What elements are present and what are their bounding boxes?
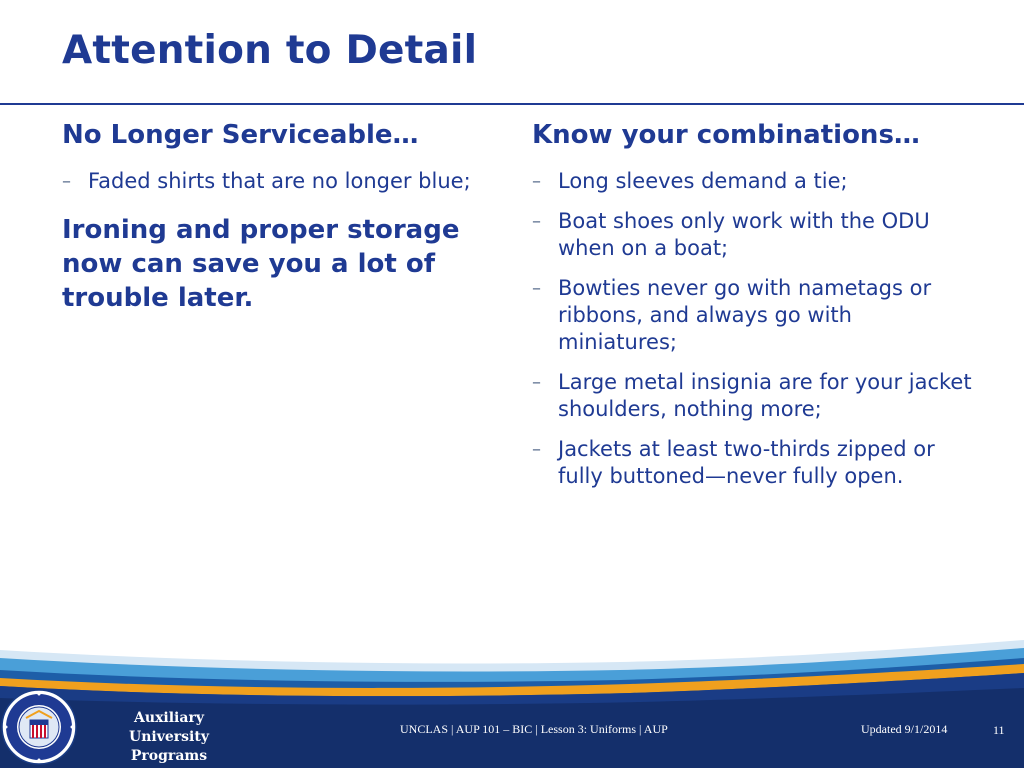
right-column (532, 118, 972, 503)
dash-bullet-icon: – (532, 372, 541, 393)
university-programs-seal-icon (0, 688, 78, 766)
organization-name (96, 709, 242, 766)
bullet-text: Faded shirts that are no longer blue; (88, 169, 471, 193)
classification-text: UNCLAS | AUP 101 – BIC | Lesson 3: Uniforms | AUP (400, 722, 668, 736)
dash-bullet-icon: – (532, 171, 541, 192)
dash-bullet-icon: – (532, 439, 541, 460)
left-bullet-list (62, 168, 487, 195)
left-column (62, 118, 487, 315)
right-bullet-list (532, 168, 972, 490)
title-divider (0, 103, 1024, 105)
emphasis-statement: Ironing and proper storage now can save you a lot of trouble later. (62, 215, 460, 313)
list-item (532, 168, 972, 195)
updated-date: Updated 9/1/2014 (861, 722, 948, 736)
org-line-2: University Programs (129, 729, 209, 764)
bullet-text: Long sleeves demand a tie; (558, 169, 848, 193)
page-number: 11 (993, 723, 1005, 737)
list-item (532, 369, 972, 423)
org-line-1: Auxiliary (134, 710, 204, 726)
right-heading: Know your combinations… (532, 120, 920, 150)
dash-bullet-icon: – (532, 211, 541, 232)
left-heading: No Longer Serviceable… (62, 120, 419, 150)
list-item (532, 436, 972, 490)
slide-title: Attention to Detail (62, 28, 478, 73)
bullet-text: Jackets at least two-thirds zipped or fully buttoned—never fully open. (558, 437, 935, 488)
dash-bullet-icon: – (532, 278, 541, 299)
list-item (62, 168, 487, 195)
bullet-text: Boat shoes only work with the ODU when on a boat; (558, 209, 930, 260)
bullet-text: Bowties never go with nametags or ribbons, and always go with miniatures; (558, 276, 932, 354)
bullet-text: Large metal insignia are for your jacket shoulders, nothing more; (558, 370, 972, 421)
list-item (532, 208, 972, 262)
list-item (532, 275, 972, 356)
dash-bullet-icon: – (62, 171, 71, 192)
